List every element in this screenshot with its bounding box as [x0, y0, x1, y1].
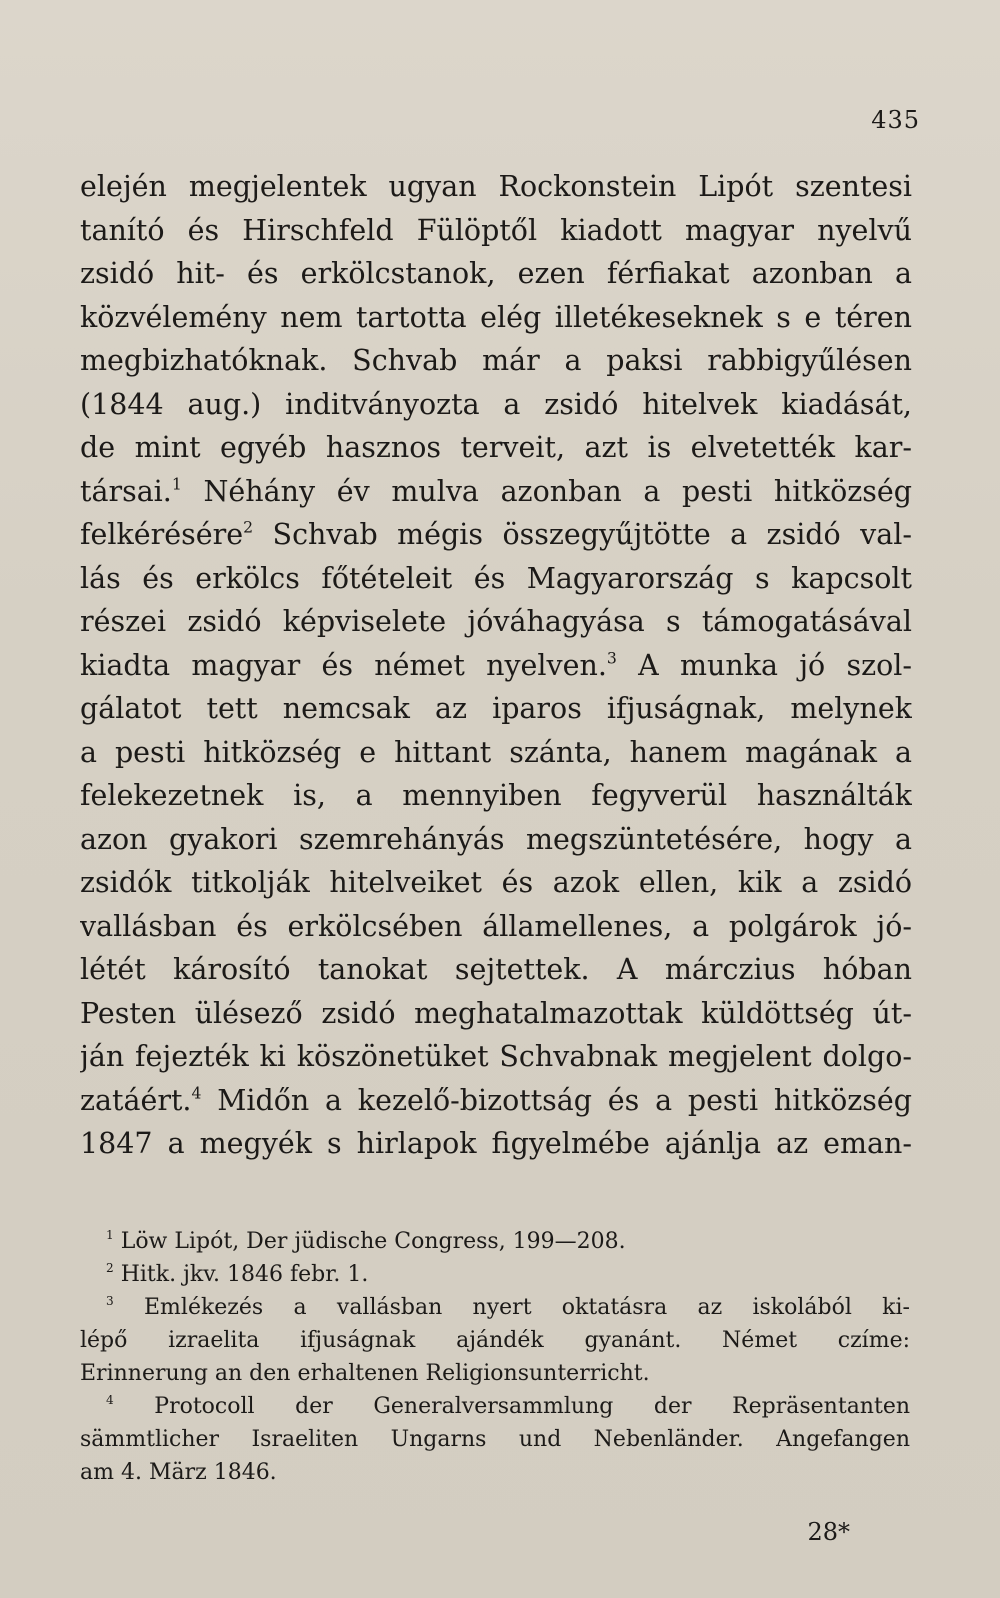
text-segment: Midőn a kezelő-bizottság és a pesti hitközség: [217, 1083, 912, 1117]
text-segment: felkérésére: [80, 518, 244, 551]
text-line: tanító és Hirschfeld Fülöptől kiadott magyar nyelvű: [80, 213, 912, 247]
text-segment: társai.: [80, 474, 172, 508]
footnote-mark: 2: [106, 1260, 114, 1275]
footnote-ref: 1: [171, 473, 182, 493]
text-line: de mint egyéb hasznos terveit, azt is elvetették kar-: [80, 431, 912, 464]
footnote-2: [80, 1258, 910, 1291]
text-segment: zatáért.: [80, 1083, 192, 1117]
footnote-mark: 4: [106, 1392, 114, 1407]
main-text: [80, 165, 912, 1166]
text-line: [80, 513, 912, 557]
text-line: 1847 a megyék s hirlapok figyelmébe ajánlja az eman-: [80, 1127, 912, 1160]
text-line: [80, 644, 912, 688]
footnotes: [80, 1225, 910, 1489]
footnote-text: Protocoll der Generalversammlung der Repräsentanten: [154, 1394, 910, 1419]
text-line: zsidó hit- és erkölcstanok, ezen férfiakat azonban a: [80, 257, 912, 290]
text-line: ján fejezték ki köszönetüket Schvabnak megjelent dolgo-: [80, 1040, 912, 1073]
footnote-ref: 2: [243, 517, 254, 537]
text-line: Pesten ülésező zsidó meghatalmazottak küldöttség út-: [80, 996, 912, 1030]
text-segment: Néhány év mulva azonban a pesti hitközség: [203, 474, 912, 508]
text-line: [80, 1079, 912, 1123]
text-line: lás és erkölcs főtételeit és Magyarország s kapcsolt: [80, 561, 912, 595]
text-segment: kiadta magyar és német nyelven.: [80, 648, 607, 682]
footnote-3-cont: lépő izraelita ifjuságnak ajándék gyanánt. Német czíme:: [80, 1328, 910, 1353]
text-line: azon gyakori szemrehányás megszüntetésére, hogy a: [80, 822, 912, 856]
text-segment: A munka jó szol-: [638, 648, 912, 682]
footnote-3-cont: Erinnerung an den erhaltenen Religionsunterricht.: [80, 1361, 650, 1386]
text-line: a pesti hitközség e hittant szánta, hanem magának a: [80, 735, 912, 769]
footnote-mark: 3: [106, 1293, 114, 1308]
footnote-3: [80, 1291, 910, 1324]
footnote-1: [80, 1225, 910, 1258]
footnote-text: Hitk. jkv. 1846 febr. 1.: [120, 1262, 369, 1287]
text-line: elején megjelentek ugyan Rockonstein Lipót szentesi: [80, 170, 912, 203]
text-line: gálatot tett nemcsak az iparos ifjuságnak, melynek: [80, 692, 912, 725]
text-line: zsidók titkolják hitelveiket és azok ellen, kik a zsidó: [80, 866, 912, 899]
footnote-4-cont: am 4. März 1846.: [80, 1460, 277, 1485]
footnote-text: Löw Lipót, Der jüdische Congress, 199—208.: [120, 1229, 626, 1254]
text-segment: Schvab mégis összegyűjtötte a zsidó val-: [272, 518, 912, 551]
text-line: [80, 470, 912, 514]
text-line: közvélemény nem tartotta elég illetékeseknek s e téren: [80, 300, 912, 334]
text-line: megbizhatóknak. Schvab már a paksi rabbigyűlésen: [80, 344, 912, 377]
text-line: létét károsító tanokat sejtettek. A márczius hóban: [80, 953, 912, 986]
footnote-text: Emlékezés a vallásban nyert oktatásra az iskolából ki-: [143, 1295, 910, 1320]
text-line: (1844 aug.) inditványozta a zsidó hitelvek kiadását,: [80, 387, 912, 421]
page-number: 435: [871, 106, 920, 134]
text-line: részei zsidó képviselete jóváhagyása s támogatásával: [80, 605, 912, 638]
footnote-4: [80, 1390, 910, 1423]
text-line: felekezetnek is, a mennyiben fegyverül használták: [80, 779, 912, 812]
footnote-4-cont: sämmtlicher Israeliten Ungarns und Nebenländer. Angefangen: [80, 1427, 910, 1452]
text-line: vallásban és erkölcsében államellenes, a polgárok jó-: [80, 909, 912, 943]
footnote-mark: 1: [106, 1227, 114, 1242]
footnote-ref: 3: [606, 647, 617, 667]
footnote-ref: 4: [191, 1082, 202, 1102]
printer-signature: 28*: [807, 1518, 850, 1546]
